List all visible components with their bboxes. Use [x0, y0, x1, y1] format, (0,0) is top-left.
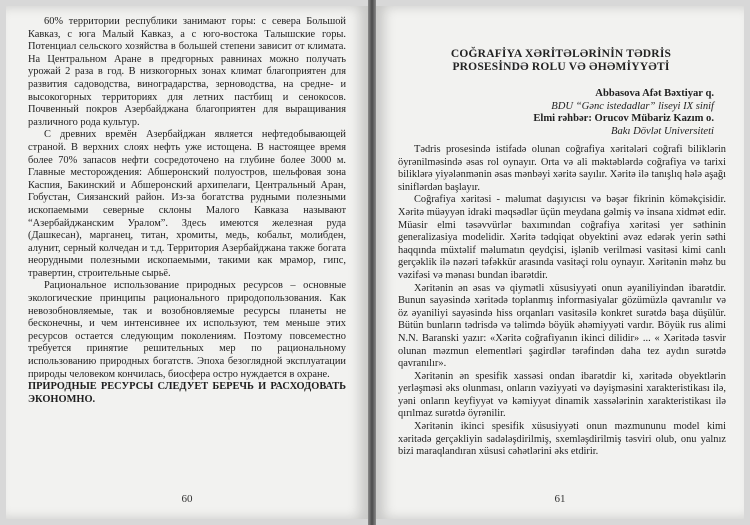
paragraph: Coğrafiya xəritəsi - məlumat daşıyıcısı və bəşər fikrinin köməkçisidir. Xəritə müəyyən idraki məqsədlər üçün meydana gəlmiş və insana xidmət edir. Müasir elmi təsəvvürlər baxımından coğrafiya xəritəsi yer səthinin generalizasiya modelidir. Xəritə tədqiqat obyektini əvəz edərək yerin səthi haqqında müxtəlif məlumatın qeydçisi, işlənib verilməsi vasitəsi kimi canlı gerçəklik ilə nəzəri təfəkkür arasında vasitəçi rolu oynayır. Xəritənin məhz bu vəzifəsi və mənası bundan ibarətdir.: [398, 194, 726, 281]
page-number-right: 61: [554, 493, 566, 505]
left-page-text: [28, 16, 346, 406]
article-title-line1: COĞRAFİYA XƏRİTƏLƏRİNİN TƏDRİS: [450, 48, 672, 60]
paragraph: Рациональное использование природных ресурсов – основные экологические принципы рационального природопользования. Как невозобновляемые, так и возобновляемые ресурсы планеты не бесконечны, и чем интенсивнее их используют, тем меньше этих ресурсов остается следующим поколениям. Поэтому повсеместно требуется принятие решительных мер по рациональному использованию природных богатств. Эпоха безоглядной эксплуатации природы человеком кончилась, биосфера остро нуждается в охране.: [28, 280, 346, 380]
right-page: [376, 6, 744, 519]
page-number-left: 60: [181, 493, 193, 505]
paragraph: Xəritənin ən əsas və qiymətli xüsusiyyəti onun əyaniliyindən ibarətdir. Bunun sayəsində xəritədə toplanmış informasiyalar gözümüzlə qavranılır və öz əyaniliyi sayəsində hiss orqanları vasitəsilə konkret surətdə başa düşülür. Bütün bunların tədrisdə və təlimdə böyük əhəmiyyəti vardır. Böyük rus alimi N.N. Baranski yazır: «Xəritə coğrafiyanın ikinci dilidir» ... « Xəritədə təsvir olunan məzmun elementləri şagirdlər tərəfindən daha tez aydın surətdə qavranılır».: [398, 282, 726, 370]
article-header: [406, 48, 716, 74]
article-title-line2: PROSESİNDƏ ROLU VƏ ƏHƏMİYYƏTİ: [452, 61, 670, 73]
book-gutter: [368, 0, 376, 525]
paragraph: С древних времён Азербайджан является нефтедобывающей страной. В верхних слоях нефть уже истощена. В настоящее время более 70% запасов нефти сосредоточено на глубине более 3000 м. Главные месторождения: Абшеронский полуостров, шельфовая зона Каспия, Бакинский и Абшеронский архипелаги, Центральный Аран, Гобустан, Сиязанский район. Из-за богатства рудными полезными ископаемыми северные склоны Малого Кавказа называют “Азербайджанским Уралом”. Здесь имеются железная руда (Дашкесан), марганец, титан, хромиты, медь, кобальт, молибден, алунит, серный колчедан и т.д. Территория Азербайджана также богата неорудными полезными ископаемыми, такими как мрамор, гипс, травертин, строительные сырьё.: [28, 129, 346, 279]
paragraph: 60% территории республики занимают горы: с севера Большой Кавказ, с юга Малый Кавказ, а с юго-востока Талышские горы. Потенциал сельского хозяйства в большей степени зависит от климата. На Центральном Аране в предгорных равнинах можно получать урожай 2 раза в год. В низкогорных зонах климат благоприятен для развития садоводства, виноградарства, зерноводства, на средне- и высокогорных территориях для летних пастбищ и сенокосов. Почвенный покров Азербайджана благоприятен для выращивания различного рода культур.: [28, 16, 346, 128]
paragraph: Xəritənin ən spesifik xassəsi ondan ibarətdir ki, xəritədə obyektlərin yerləşməsi əks olunması, onların vəziyyəti və dəyişməsini xarakteristikası ilə, yəni onların keyfiyyət və kəmiyyət dinamik xassələrinin xarakteristikası ilə qırılmaz surətdə öyrənilir.: [398, 370, 726, 420]
supervisor-affiliation: Bakı Dövlət Universiteti: [611, 125, 714, 137]
right-page-text: [398, 144, 726, 459]
author-name: Abbasova Afət Bəxtiyar q.: [595, 88, 714, 99]
paragraph: Tədris prosesində istifadə olunan coğrafiya xəritələri coğrafi biliklərin öyrənilməsində əsas rol oynayır. Orta və ali məktəblərdə coğrafiya və tarixi biliklərə yiyələnmənin əsas mənbəyi xəritə sayılır. Xəritə ilə tanışlıq hələ aşağı siniflərdən başlayır.: [398, 144, 726, 193]
left-page: [6, 6, 368, 519]
paragraph: Xəritənin ikinci spesifik xüsusiyyəti onun məzmununu model kimi xəritədə gerçəkliyin sadələşdirilmiş, sxemləşdirilmiş təsviri olub, onu yalnız bizi maraqlandıran xüsusi cəhətlərini əks etdirir.: [398, 421, 726, 458]
closing-caps-text: ПРИРОДНЫЕ РЕСУРСЫ СЛЕДУЕТ БЕРЕЧЬ И РАСХОДОВАТЬ ЭКОНОМНО.: [28, 381, 346, 405]
author-block: [414, 88, 714, 138]
supervisor-name: Elmi rəhbər: Orucov Mübariz Kazım o.: [533, 113, 714, 124]
author-affiliation: BDU “Gənc istedadlar” liseyi IX sinif: [551, 100, 714, 112]
